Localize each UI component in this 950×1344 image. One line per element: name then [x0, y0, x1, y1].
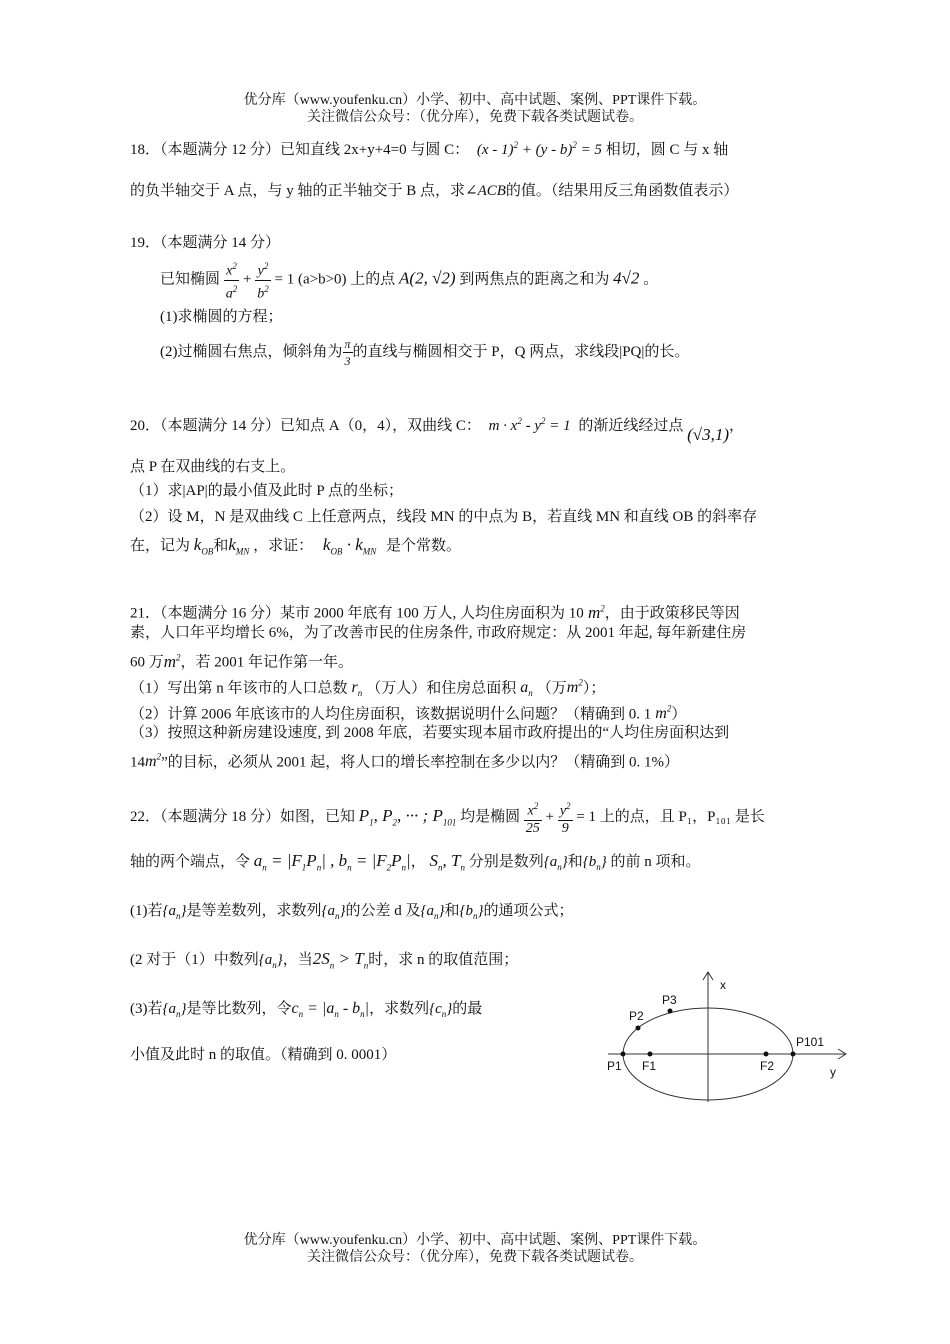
point-f2	[764, 1052, 769, 1057]
q19-point: A(2, √2)	[399, 268, 456, 288]
q21-line-1: 21．（本题满分 16 分）某市 2000 年底有 100 万人, 人均住房面积为 10 $m^2$，由于政策移民等因	[130, 602, 740, 622]
q22-part-3: (3)若$\{a_n\}$是等比数列，令$c_n = |a_n - b_n|$，求数列$\{c_n\}$的最	[130, 1000, 483, 1020]
label-f2: F2	[760, 1059, 775, 1073]
footer-line-1: 优分库（www.youfenku.cn）小学、初中、高中试题、案例、PPT课件下载。	[243, 1233, 707, 1248]
q21-part-1: （1）写出第 n 年该市的人口总数 $r_n$ （万人）和住房总面积 $a_n$ （万$m^2$）；	[130, 678, 606, 699]
label-f1: F1	[642, 1059, 657, 1073]
q18-line-1	[130, 134, 728, 161]
q18-tangent-text: 相切，圆 C 与 x 轴	[605, 142, 729, 158]
footer-line-2: 关注微信公众号：（优分库），免费下载各类试题试卷。	[307, 1250, 643, 1265]
q19-fraction-y: $\frac{y^2}{b^2}$	[255, 258, 271, 302]
q18-line-2: 的负半轴交于 A 点，与 y 轴的正半轴交于 B 点，求∠ACB的值。（结果用反三角函数值表示）	[130, 183, 739, 199]
label-p101: P101	[796, 1035, 825, 1049]
q22-fraction-y: $\frac{y^2}{9}$	[558, 798, 573, 837]
point-p101	[791, 1052, 796, 1057]
q18-intro: 18．（本题满分 12 分）已知直线 2x+y+4=0 与圆 C：	[130, 142, 470, 158]
label-p1: P1	[607, 1059, 622, 1073]
q22-part-1: (1)若$\{a_n\}$是等差数列，求数列$\{a_n\}$的公差 d 及$\{a_n\}$和$\{b_n\}$的通项公式；	[130, 903, 574, 921]
q19-sum-value: 4√2	[613, 268, 640, 288]
q22-part-2: (2 对于（1）中数列$\{a_n\}$，当$2S_n > T_n$时，求 n 的取值范围；	[130, 949, 519, 971]
q22-part-3-cont: 小值及此时 n 的取值。（精确到 0. 0001）	[130, 1047, 397, 1063]
header-line-1: 优分库（www.youfenku.cn）小学、初中、高中试题、案例、PPT课件下载。	[243, 93, 707, 108]
point-p3	[668, 1009, 673, 1014]
q20-point: (√3,1)	[687, 425, 730, 444]
q22-line-2: 轴的两个端点，令 $a_n = |F_1P_n|$ , $b_n = |F_2P_n|$， $S_n$, $T_n$ 分别是数列$\{a_n\}$和$\{b_n\}$ 的前 n 项和。	[130, 851, 701, 873]
q20-hyperbola-equation: $m \cdot x^2 - y^2 = 1$	[488, 416, 571, 434]
axis-label-y: y	[830, 1065, 836, 1079]
q19-part-1: (1)求椭圆的方程；	[160, 309, 283, 325]
ellipse-figure	[600, 968, 860, 1110]
q21-line-3: 60 万$m^2$，若 2001 年记作第一年。	[130, 651, 354, 671]
q22-fraction-x: $\frac{x^2}{25}$	[524, 798, 542, 837]
q19-angle-fraction: $\frac{\pi}{3}$	[344, 337, 351, 369]
q19-line-1: 已知椭圆 $\frac{x^2}{a^2}$ + $\frac{y^2}{b^2}$ = 1 (a>b>0) 上的点 A(2, √2) 到两焦点的距离之和为 4√2 。	[160, 258, 658, 302]
q21-part-2: （2）计算 2006 年底该市的人均住房面积，该数据说明什么问题？（精确到 0. 1 $m^2$）	[130, 704, 687, 723]
q20-part-2: （2）设 M，N 是双曲线 C 上任意两点，线段 MN 的中点为 B，若直线 MN 和直线 OB 的斜率存	[130, 509, 758, 525]
q21-part-3-cont: $14m^2$”的目标，必须从 2001 起，将人口的增长率控制在多少以内？（精确到 0. 1%）	[130, 752, 679, 771]
q19-heading: 19．（本题满分 14 分）	[130, 235, 281, 251]
page-footer	[0, 1232, 950, 1266]
q18-circle-equation: (x - 1)$^2$ + (y - b)$^2$ = 5	[476, 140, 602, 158]
q19-part-2: (2)过椭圆右焦点，倾斜角为 $\frac{\pi}{3}$ 的直线与椭圆相交于 P，Q 两点，求线段|PQ|的长。	[160, 337, 690, 369]
point-f1	[648, 1052, 653, 1057]
axis-label-x: x	[720, 978, 726, 992]
point-p2	[636, 1026, 641, 1031]
q20-part-1: （1）求|AP|的最小值及此时 P 点的坐标；	[130, 483, 403, 499]
q19-fraction-x: $\frac{x^2}{a^2}$	[224, 258, 240, 302]
header-line-2: 关注微信公众号：（优分库），免费下载各类试题试卷。	[307, 110, 643, 125]
q18-angle: ∠ACB	[465, 183, 506, 199]
point-p1	[621, 1052, 626, 1057]
q20-line-2: 点 P 在双曲线的右支上。	[130, 459, 296, 475]
label-p3: P3	[662, 993, 677, 1007]
label-p2: P2	[629, 1009, 644, 1023]
q22-line-1: 22．（本题满分 18 分）如图，已知 $P_1$, $P_2$, ··· ; $P_{101}$ 均是椭圆 $\frac{x^2}{25}$ + $\frac{y^2}{9}$ = 1 上的点，且 P₁，P₁₀₁ 是长	[130, 796, 765, 842]
q20-part-2-cont: 在，记为 $k_{OB}$和$k_{MN}$ ，求证： $k_{OB} \cdot k_{MN}$ 是个常数。	[130, 535, 461, 557]
q21-line-2: 素，人口年平均增长 6%，为了改善市民的住房条件, 市政府规定：从 2001 年起, 每年新建住房	[130, 625, 747, 641]
q21-part-3: （3）按照这种新房建设速度, 到 2008 年底，若要实现本届市政府提出的“人均住房面积达到	[130, 725, 730, 741]
q20-line-1: 20．（本题满分 14 分）已知点 A（0，4），双曲线 C： $m \cdot x^2 - y^2 = 1$ 的渐近线经过点 (√3,1)，	[130, 416, 745, 444]
page-header	[0, 92, 950, 126]
